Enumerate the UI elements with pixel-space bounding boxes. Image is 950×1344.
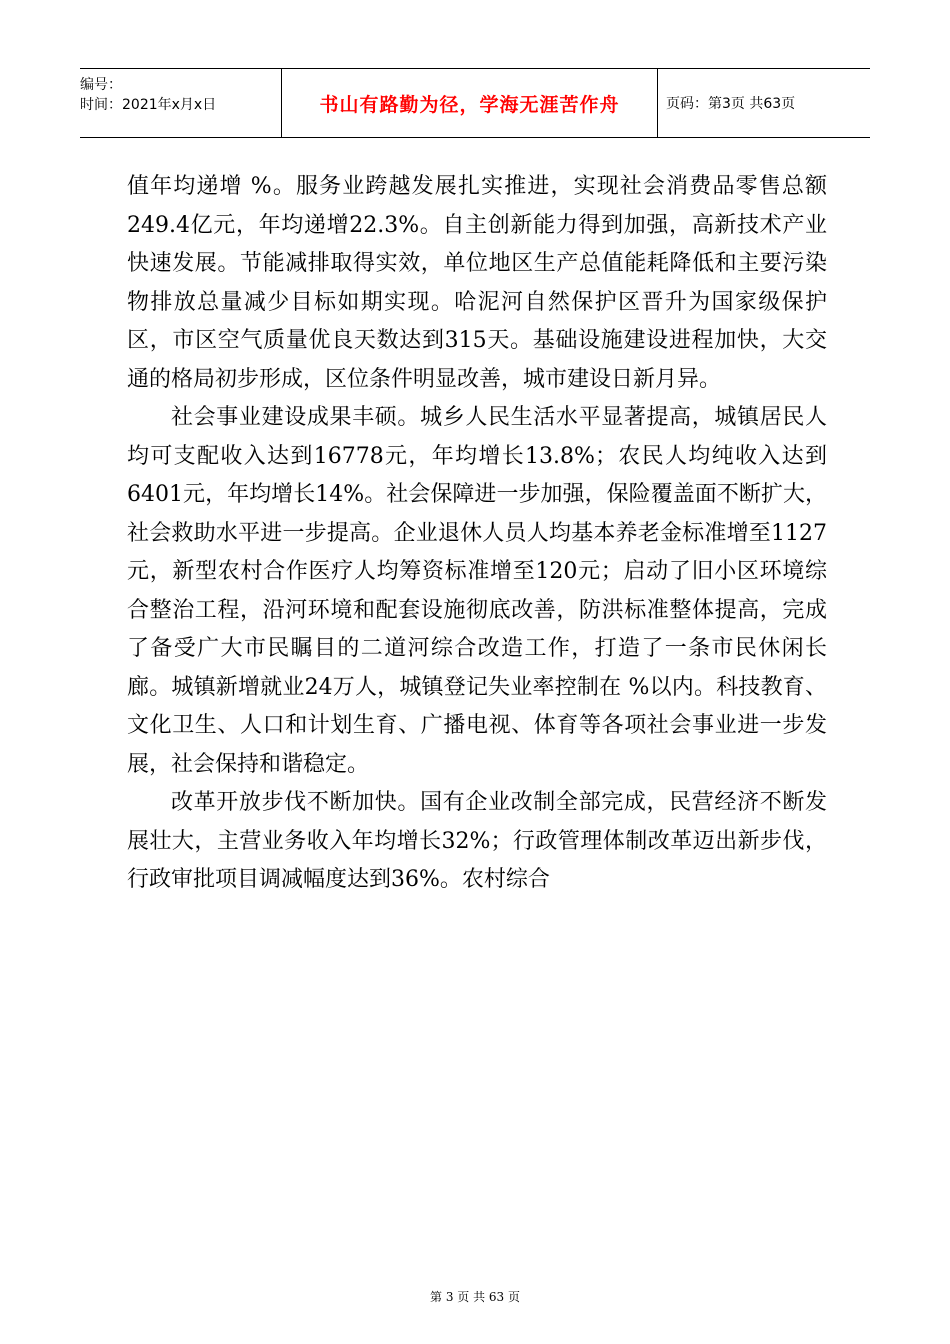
paragraph: 值年均递增 %。服务业跨越发展扎实推进，实现社会消费品零售总额 249.4亿元，年均递增22.3%。自主创新能力得到加强，高新技术产业快速发展。节能减排取得实效，单位地区生产总值能耗降低和主要污染物排放总量减少目标如期实现。哈泥河自然保护区晋升为国家级保护区，市区空气质量优良天数达到315天。基础设施建设进程加快，大交通的格局初步形成，区位条件明显改善，城市建设日新月异。 bbox=[127, 174, 827, 392]
header-motto-cell bbox=[282, 69, 658, 137]
header-meta bbox=[80, 69, 282, 137]
header-motto: 书山有路勤为径，学海无涯苦作舟 bbox=[319, 93, 620, 116]
document-number-label: 编号： bbox=[80, 77, 122, 93]
header-page-info: 页码：第3页 共63页 bbox=[666, 96, 796, 112]
document-body bbox=[127, 168, 827, 900]
document-time-label: 时间：2021年x月x日 bbox=[80, 97, 217, 113]
page-footer: 第 3 页 共 63 页 bbox=[430, 1290, 520, 1304]
page-header bbox=[80, 68, 870, 138]
paragraph: 改革开放步伐不断加快。国有企业改制全部完成，民营经济不断发展壮大，主营业务收入年均增长32%；行政管理体制改革迈出新步伐，行政审批项目调减幅度达到36%。农村综合 bbox=[127, 790, 827, 892]
paragraph: 社会事业建设成果丰硕。城乡人民生活水平显著提高，城镇居民人均可支配收入达到16778元，年均增长13.8%；农民人均纯收入达到6401元，年均增长14%。社会保障进一步加强，保险覆盖面不断扩大，社会救助水平进一步提高。企业退休人员人均基本养老金标准增至1127元，新型农村合作医疗人均筹资标准增至120元；启动了旧小区环境综合整治工程，沿河环境和配套设施彻底改善，防洪标准整体提高，完成了备受广大市民瞩目的二道河综合改造工作，打造了一条市民休闲长廊。城镇新增就业24万人，城镇登记失业率控制在 %以内。科技教育、文化卫生、人口和计划生育、广播电视、体育等各项社会事业进一步发展，社会保持和谐稳定。 bbox=[127, 405, 827, 777]
